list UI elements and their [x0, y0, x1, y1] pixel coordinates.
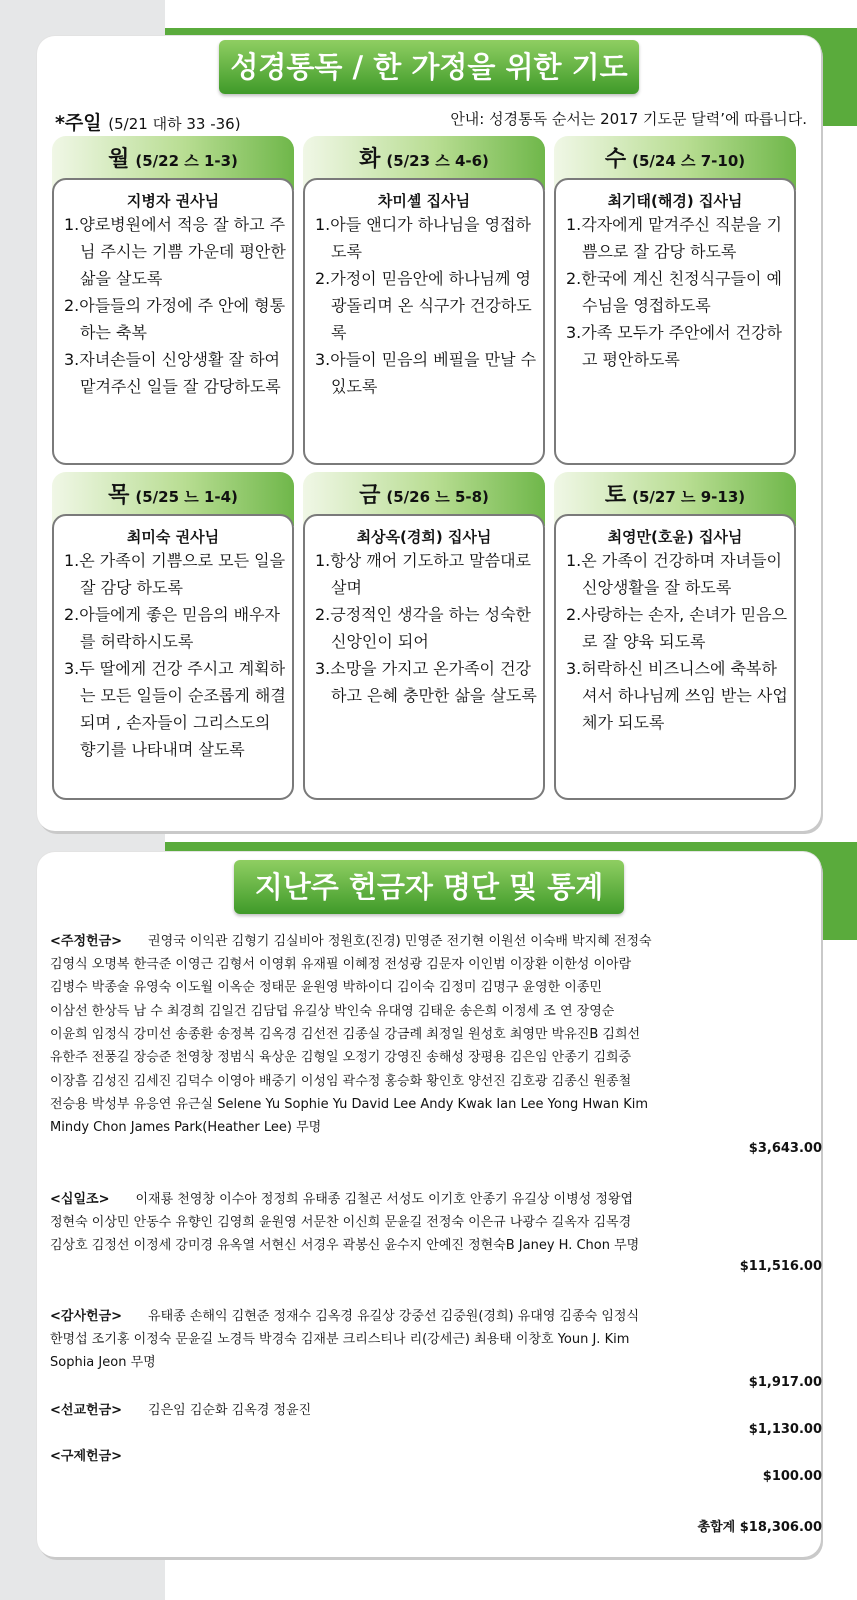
- sunday-label: *주일: [55, 112, 102, 134]
- day-card-thu: [52, 472, 294, 759]
- prayer-title: 성경통독 / 한 가정을 위한 기도: [219, 40, 639, 94]
- section-amount: $11,516.00: [739, 1259, 822, 1274]
- section-amount: $100.00: [762, 1469, 822, 1484]
- prayer-item: 3.가족 모두가 주안에서 건강하고 평안하도록: [566, 323, 782, 369]
- offering-line: 전승용 박성부 유응연 유근실 Selene Yu Sophie Yu David Lee Andy Kwak Ian Lee Yong Hwan Kim: [50, 1097, 648, 1112]
- prayer-item: 3.아들이 믿음의 베필을 만날 수 있도록: [315, 350, 537, 396]
- prayer-item: 2.아들에게 좋은 믿음의 배우자를 허락하시도록: [64, 605, 280, 651]
- total-label: 총합계: [697, 1520, 736, 1535]
- prayer-item: 1.온 가족이 기쁨으로 모든 일을 잘 감당 하도록: [64, 551, 286, 597]
- prayer-item: 1.항상 깨어 기도하고 말씀대로 살며: [315, 551, 531, 597]
- reading-notice: 안내: 성경통독 순서는 2017 기도문 달력’에 따릅니다.: [450, 110, 807, 128]
- section-label: <선교헌금>: [50, 1403, 123, 1418]
- day-name: 목: [108, 483, 130, 508]
- offering-line: 한명섭 조기홍 이정숙 문윤길 노경득 박경숙 김재분 크리스티나 리(강세근) 최용태 이창호 Youn J. Kim: [50, 1332, 630, 1347]
- day-prayer-box: [52, 178, 294, 465]
- prayer-item: 2.가정이 믿음안에 하나님께 영광돌리며 온 식구가 건강하도록: [315, 269, 532, 342]
- offering-line: 김병수 박종술 유영숙 이도월 이옥순 정태문 윤원영 박하이디 김이숙 김정미 김명구 윤영한 이종민: [50, 980, 602, 995]
- offering-line: <선교헌금> 김은임 김순화 김옥경 정윤진: [50, 1403, 312, 1418]
- prayer-person: 최미숙 권사님: [126, 528, 220, 546]
- day-prayer-box: [303, 514, 545, 800]
- prayer-person: 최상옥(경희) 집사님: [356, 528, 492, 546]
- prayer-item: 2.아들들의 가정에 주 안에 형통하는 축복: [64, 296, 286, 342]
- day-card-fri: [303, 472, 545, 705]
- offering-line: <주정헌금> 권영국 이익관 김형기 김실비아 정원호(진경) 민영준 전기현 이원선 이숙배 박지혜 전정숙: [50, 934, 652, 949]
- prayer-item: 3.자녀손들이 신앙생활 잘 하여 맡겨주신 일들 잘 감당하도록: [64, 350, 281, 396]
- offering-line: <감사헌금> 유태종 손해익 김현준 정재수 김옥경 유길상 강중선 김중원(경희) 유대영 김종숙 임정식: [50, 1309, 640, 1324]
- prayer-item: 2.긍정적인 생각을 하는 성숙한 신앙인이 되어: [315, 605, 531, 651]
- day-reference: (5/23 스 4-6): [386, 152, 489, 170]
- prayer-person: 최기태(해경) 집사님: [607, 192, 743, 210]
- offering-line: 이윤희 임정식 강미선 송종환 송정복 김옥경 김선전 김종실 강금례 최정일 원성호 최영만 박유진B 김희선: [50, 1027, 641, 1042]
- day-reference: (5/26 느 5-8): [386, 488, 489, 506]
- prayer-item: 1.각자에게 맡겨주신 직분을 기쁨으로 잘 감당 하도록: [566, 215, 782, 261]
- grand-total: [698, 1516, 822, 1535]
- day-reference: (5/24 스 7-10): [632, 152, 746, 170]
- day-card-mon: [52, 136, 294, 396]
- section-amount: $3,643.00: [748, 1141, 822, 1156]
- day-prayer-box: [554, 514, 796, 800]
- day-card-tue: [303, 136, 545, 396]
- total-amount: $18,306.00: [739, 1520, 822, 1535]
- prayer-person: 지병자 권사님: [126, 192, 220, 210]
- prayer-item: 1.온 가족이 건강하며 자녀들이 신앙생활을 잘 하도록: [566, 551, 782, 597]
- prayer-item: 2.사랑하는 손자, 손녀가 믿음으로 잘 양육 되도록: [566, 605, 788, 651]
- prayer-item: 1.양로병원에서 적응 잘 하고 주님 주시는 기쁨 가운데 평안한 삶을 살도록: [64, 215, 286, 288]
- day-reference: (5/22 스 1-3): [135, 152, 238, 170]
- offering-line: [50, 1445, 148, 1468]
- offering-line: 이장흠 김성진 김세진 김덕수 이영아 배중기 이성임 곽수정 홍승화 황인호 양선진 김호광 김종신 원종철: [50, 1074, 632, 1089]
- day-card-wed: [554, 136, 796, 369]
- offering-line: 김영식 오명복 한극준 이영근 김형서 이영휘 유재필 이혜정 전성광 김문자 이인범 이장환 이한성 이아람: [50, 957, 632, 972]
- offering-line: Mindy Chon James Park(Heather Lee) 무명: [50, 1120, 322, 1135]
- day-name: 월: [108, 147, 130, 172]
- sunday-reading: [55, 108, 241, 135]
- prayer-item: 3.두 딸에게 건강 주시고 계획하는 모든 일들이 순조롭게 해결되며 , 손자들이 그리스도의 향기를 나타내며 살도록: [64, 659, 286, 759]
- offering-line: 김상호 김정선 이정세 강미경 유옥열 서현신 서경우 곽봉신 윤수지 안예진 정현숙B Janey H. Chon 무명: [50, 1238, 640, 1253]
- day-prayer-box: [52, 514, 294, 800]
- section-label: <감사헌금>: [50, 1309, 123, 1324]
- section-label: <구제헌금>: [50, 1449, 123, 1464]
- offering-line: Sophia Jeon 무명: [50, 1355, 156, 1370]
- prayer-panel: [37, 36, 821, 831]
- offering-line: 정현숙 이상민 안동수 유향인 김영희 윤원영 서문찬 이신희 문윤길 전정숙 이은규 나광수 길옥자 김목경: [50, 1215, 632, 1230]
- offering-line: <십일조> 이재룡 천영창 이수아 정정희 유태종 김철곤 서성도 이기호 안종기 유길상 이병성 정왕엽: [50, 1192, 634, 1207]
- section-label: <십일조>: [50, 1192, 110, 1207]
- section-amount: $1,917.00: [748, 1375, 822, 1390]
- offering-line: 이삼선 한상득 남 수 최경희 김일건 김담덥 유길상 박인숙 유대영 김태운 송은희 이정세 조 연 장영순: [50, 1004, 615, 1019]
- offering-title: 지난주 헌금자 명단 및 통계: [234, 860, 624, 914]
- prayer-item: 3.소망을 가지고 온가족이 건강하고 은혜 충만한 삶을 살도록: [315, 659, 537, 705]
- sunday-ref: (5/21 대하 33 -36): [108, 115, 241, 133]
- prayer-person: 최영만(호윤) 집사님: [607, 528, 743, 546]
- day-prayer-box: [554, 178, 796, 465]
- prayer-person: 차미셸 집사님: [377, 192, 471, 210]
- day-reference: (5/27 느 9-13): [632, 488, 746, 506]
- day-prayer-box: [303, 178, 545, 465]
- section-amount: $1,130.00: [748, 1422, 822, 1437]
- offering-line: 유한주 전풍길 장승준 천영창 정범식 육상운 김형일 오정기 강영진 송해성 장평용 김은임 안종기 김희중: [50, 1050, 632, 1065]
- day-card-sat: [554, 472, 796, 732]
- day-name: 화: [359, 147, 381, 172]
- day-name: 토: [604, 483, 627, 508]
- prayer-item: 1.아들 앤디가 하나님을 영접하도록: [315, 215, 531, 261]
- day-reference: (5/25 느 1-4): [135, 488, 238, 506]
- day-name: 금: [359, 483, 381, 508]
- section-label: <주정헌금>: [50, 934, 123, 949]
- day-name: 수: [604, 147, 627, 172]
- prayer-item: 3.허락하신 비즈니스에 축복하셔서 하나님께 쓰임 받는 사업체가 되도록: [566, 659, 788, 732]
- prayer-item: 2.한국에 계신 친정식구들이 예수님을 영접하도록: [566, 269, 782, 315]
